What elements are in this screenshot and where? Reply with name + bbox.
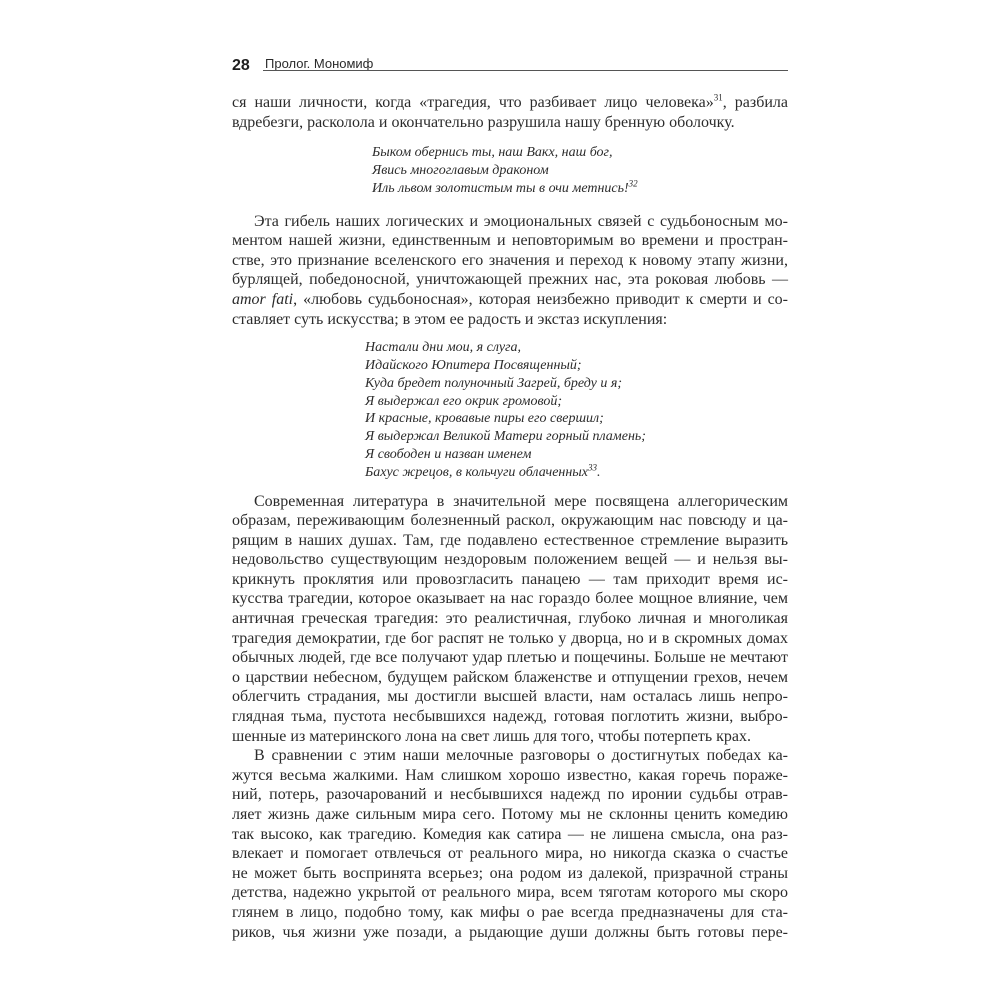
text-line: ний, потерь, разочарований и несбывшихся надежд по иронии судьбы отрав- — [232, 786, 788, 804]
text-line: рящим в наших душах. Там, где подавлено естественное стремление выразить — [232, 531, 788, 549]
text-line: влекает и помогает отвлечься от реального мира, но никогда сказка о счастье — [232, 845, 788, 863]
verse-line: Иль львом золотистым ты в очи метнись!$^{32}$ — [372, 178, 638, 196]
text-line: обычных людей, где все получают удар плетью и пощечины. Больше не мечтают — [232, 649, 788, 667]
header-rule — [263, 70, 788, 71]
running-header — [232, 55, 788, 75]
text-line: образам, переживающим болезненный раскол, окружающим нас повсюду и ца- — [232, 512, 788, 530]
text-line: жутся весьма жалкими. Нам слишком хорошо известно, какая горечь пораже- — [232, 766, 788, 784]
footnote-ref: 31 — [713, 92, 723, 103]
text-line: кусства трагедии, которое оказывает на нас гораздо более мощное влияние, чем — [232, 590, 788, 608]
text-line: шенные из материнского лона на свет лишь для того, чтобы потерпеть крах. — [232, 727, 751, 745]
text-line: В сравнении с этим наши мелочные разговоры о достигнутых победах ка- — [254, 747, 788, 765]
verse-line: Настали дни мои, я слуга, — [365, 340, 521, 356]
text-line: не может быть воспринята всерьез; она родом из далекой, призрачной страны — [232, 864, 788, 882]
verse-line: Явись многоглавым драконом — [372, 162, 549, 178]
verse-line: Куда бредет полуночный Загрей, бреду и я; — [365, 375, 623, 391]
text-line: Современная литература в значительной мере посвящена аллегорическим — [254, 492, 788, 510]
verse-line: Бахус жрецов, в кольчуги облаченных$^{33}$. — [365, 462, 601, 480]
text-line: стве, это признание вселенского его значения и переход к новому этапу жизни, — [232, 251, 788, 269]
text-line: глянем в лицо, подобно тому, как мифы о рае всегда предназначены для ста- — [232, 903, 788, 921]
verse-line: Быком обернись ты, наш Вакх, наш бог, — [372, 145, 613, 161]
text-line: ставляет суть искусства; в этом ее радость и экстаз искупления: — [232, 310, 668, 328]
text-line: amor fati, «любовь судьбоносная», которая неизбежно приводит к смерти и со- — [232, 290, 789, 308]
footnote-ref: 33 — [588, 462, 598, 473]
verse-line: Я выдержал Великой Матери горный пламень; — [365, 429, 646, 445]
footnote-ref: 32 — [628, 178, 638, 189]
text-line: ляет жизнь даже сильным мира сего. Потому мы не склонны ценить комедию — [232, 806, 788, 824]
paragraph-4 — [232, 746, 788, 942]
latin-phrase: amor fati — [232, 290, 294, 308]
text-line: вдребезги, расколола и окончательно разрушила нашу бренную оболочку. — [232, 113, 735, 131]
text-line: глядная тьма, пустота несбывшихся надежд, готовая поглотить жизни, выбро- — [232, 708, 788, 726]
text-line: античная греческая трагедия: это реалистичная, глубоко личная и многоликая — [232, 610, 788, 628]
paragraph-2 — [232, 212, 788, 330]
text-line: о царствии небесном, будущем райском блаженстве и отпущении грехов, нечем — [232, 668, 788, 686]
book-page — [232, 55, 788, 942]
text-line: ся наши личности, когда «трагедия, что разбивает лицо человека»$^{31}$, разбила — [232, 92, 788, 111]
text-line: так высоко, как трагедию. Комедия как сатира — не лишена смысла, она раз- — [232, 825, 788, 843]
paragraph-1 — [232, 93, 788, 132]
running-title: Пролог. Мономиф — [265, 56, 374, 71]
text-line: недовольство существующим нездоровым положением вещей — и нельзя вы- — [232, 551, 788, 569]
verse-quote-2 — [365, 339, 788, 481]
verse-quote-1 — [372, 144, 788, 197]
page-number: 28 — [232, 57, 250, 74]
text-line: Эта гибель наших логических и эмоциональных связей с судьбоносным мо- — [254, 212, 788, 230]
verse-line: И красные, кровавые пиры его свершил; — [365, 411, 604, 427]
text-line: риков, чья жизни уже позади, а рыдающие души должны быть готовы пере- — [232, 923, 788, 941]
text-line: трагедия демократии, где бог распят не только у дворца, но и в скромных домах — [232, 629, 788, 647]
verse-line: Я свободен и назван именем — [365, 446, 532, 462]
verse-line: Идайского Юпитера Посвященный; — [365, 357, 582, 373]
text-line: бурлящей, победоносной, уничтожающей прежних нас, эта роковая любовь — — [232, 271, 788, 289]
text-line: крикнуть проклятия или провозгласить панацею — там приходит время ис- — [232, 570, 788, 588]
paragraph-3 — [232, 492, 788, 747]
text-line: детства, надежно укрытой от реального мира, всем тяготам которого мы скоро — [232, 884, 788, 902]
verse-line: Я выдержал его окрик громовой; — [365, 393, 563, 409]
text-line: облегчить страдания, мы достигли высшей власти, нам осталась лишь непро- — [232, 688, 788, 706]
text-line: ментом нашей жизни, единственным и неповторимым во времени и простран- — [232, 232, 788, 250]
